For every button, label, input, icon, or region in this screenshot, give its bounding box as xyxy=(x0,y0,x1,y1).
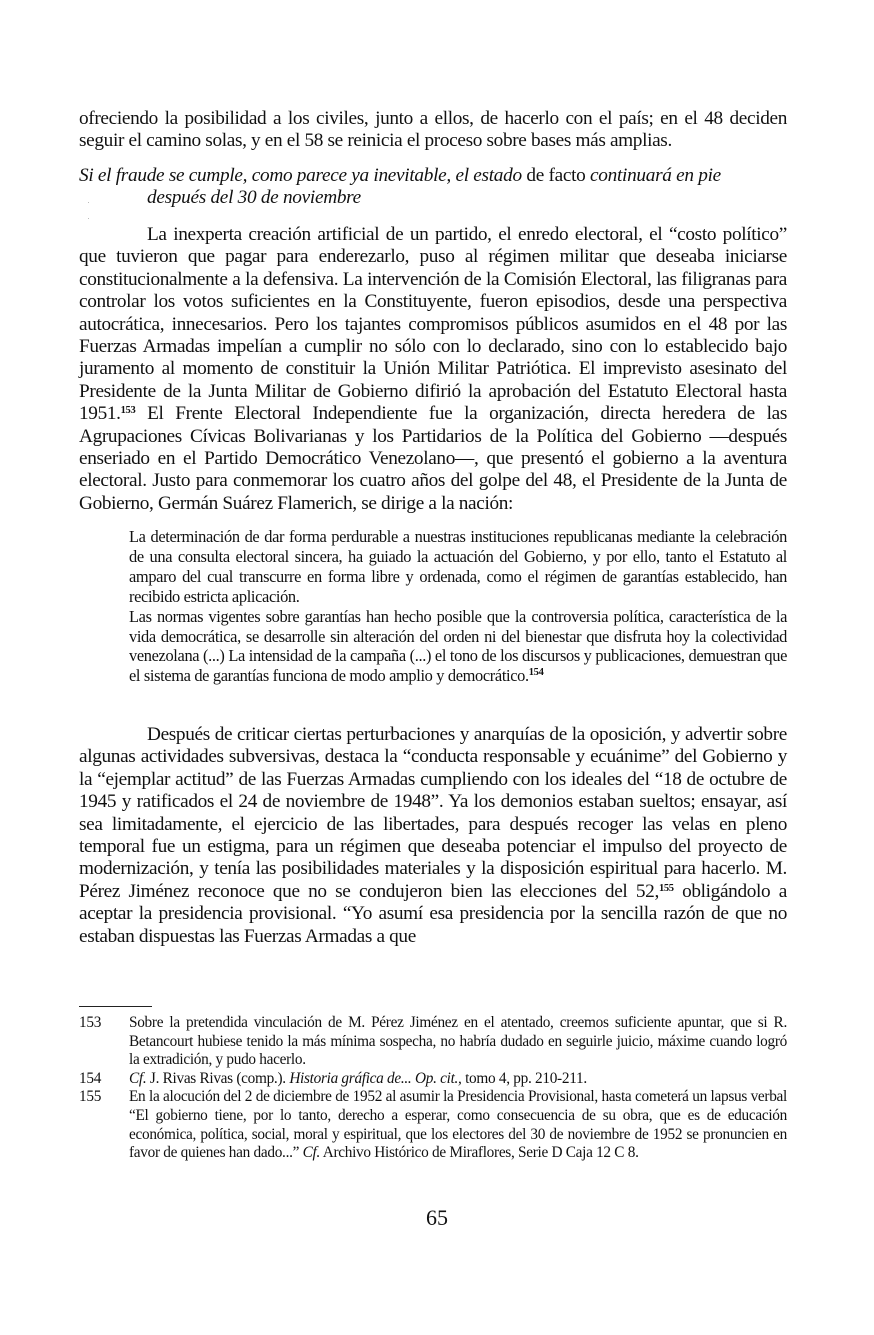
page-number: 65 xyxy=(426,1205,448,1230)
paragraph-1-text-b: El Frente Electoral Independiente fue la organización, directa heredera de las Agrupaciones Cívicas Bolivarianas y los Partidarios de la Política del Gobierno —después enseriado en el Partido Democrático Venezolano—, que presentó el gobierno a la aventura electoral. Justo para conmemorar los cuatro años del golpe del 48, el Presidente de la Junta de Gobierno, Germán Suárez Flamerich, se dirige a la nación: xyxy=(79,403,787,514)
footnote-rest: tomo 4, pp. 210-211. xyxy=(461,1069,587,1087)
footnote-text xyxy=(129,1088,787,1162)
heading-part-4: después del 30 de noviembre xyxy=(147,187,361,209)
block-quote-para-1: La determinación de dar forma perdurable a nuestras instituciones republicanas mediante la celebración de una consulta electoral sincera, ha guiado la actuación del Gobierno, y por ello, tanto el Estatuto al amparo del cual transcurre en forma libre y ordenada, como el régimen de garantías establecido, han recibido estricta aplicación. xyxy=(129,527,787,606)
footnote-author: J. Rivas Rivas (comp.). xyxy=(146,1069,290,1087)
paragraph-1-text-a: La inexperta creación artificial de un partido, el enredo electoral, el “costo político” que tuvieron que pagar para enderezarlo, puso al régimen militar que deseaba iniciarse constitucionalmente a la defensiva. La intervención de la Comisión Electoral, las filigranas para controlar los votos suficientes en la Constituyente, fueron episodios, desde una perspectiva autocrática, innecesarios. Pero los tajantes compromisos públicos asumidos en el 48 por las Fuerzas Armadas impelían a cumplir no sólo con lo declarado, sino con lo establecido bajo juramento al momento de constituir la Unión Militar Patriótica. El imprevisto asesinato del Presidente de la Junta Militar de Gobierno difirió la aprobación del Estatuto Electoral hasta 1951. xyxy=(79,224,787,425)
footnote-ref-154[interactable]: 154 xyxy=(528,667,544,679)
paragraph-2 xyxy=(79,724,787,948)
footnote-text xyxy=(129,1070,787,1089)
footnote-ref-153[interactable]: 153 xyxy=(120,405,136,417)
footnote-number: 154 xyxy=(79,1069,102,1087)
footnote-number: 153 xyxy=(79,1014,102,1031)
footnote-cf: Cf. xyxy=(302,1144,321,1162)
footnotes xyxy=(79,1014,787,1163)
footnote-154 xyxy=(79,1070,787,1089)
footnote-text-b: Archivo Histórico de Miraflores, Serie D Caja 12 C 8. xyxy=(320,1144,639,1162)
heading-part-3: continuará en pie xyxy=(590,165,721,186)
footnote-separator xyxy=(79,1006,152,1007)
paragraph-2-text-b: obligándolo a aceptar la presidencia provisional. “Yo asumí esa presidencia por la sencilla razón de que no estaban dispuestas las Fuerzas Armadas a que xyxy=(79,880,787,947)
section-heading xyxy=(79,165,787,210)
block-quote xyxy=(129,527,787,686)
footnote-ref-155[interactable]: 155 xyxy=(658,882,674,894)
footnote-155 xyxy=(79,1088,787,1162)
footnote-153 xyxy=(79,1014,787,1070)
intro-paragraph xyxy=(79,108,787,153)
intro-paragraph-text: ofreciendo la posibilidad a los civiles, junto a ellos, de hacerlo con el país; en el 48 deciden seguir el camino solas, y en el 58 se reinicia el proceso sobre bases más amplias. xyxy=(79,108,787,152)
footnote-title: Historia gráfica de... Op. cit., xyxy=(289,1069,462,1087)
scan-speck xyxy=(88,218,89,219)
footnote-text: Sobre la pretendida vinculación de M. Pérez Jiménez en el atentado, creemos suficiente apuntar, que si R. Betancourt hubiese tenido la más mínima sospecha, no habría dudado en seguirle juicio, máxime cuando logró la extradición, y pudo hacerlo. xyxy=(129,1014,787,1069)
footnote-number: 155 xyxy=(79,1088,102,1106)
footnote-cf: Cf. xyxy=(129,1069,147,1087)
heading-part-1: Si el fraude se cumple, como parece ya inevitable, el estado xyxy=(79,165,522,186)
paragraph-2-text-a: Después de criticar ciertas perturbaciones y anarquías de la oposición, y advertir sobre algunas actividades subversivas, destaca la “conducta responsable y ecuánime” del Gobierno y la “ejemplar actitud” de las Fuerzas Armadas cumpliendo con los ideales del “18 de octubre de 1945 y ratificados el 24 de noviembre de 1948”. Ya los demonios estaban sueltos; ensayar, así sea limitadamente, el ejercicio de las libertades, para después recoger las velas en pleno temporal fue un estigma, para un régimen que deseaba potenciar el impulso del proyecto de modernización, y tenía las posibilidades materiales y la disposición espiritual para hacerlo. M. Pérez Jiménez reconoce que no se condujeron bien las elecciones del 52, xyxy=(79,724,787,902)
paragraph-1 xyxy=(79,224,787,515)
footnote-text-a: En la alocución del 2 de diciembre de 1952 al asumir la Presidencia Provisional, hasta cometerá un lapsus verbal “El gobierno tiene, por lo tanto, derecho a esperar, como consecuencia de su obra, que es de educación económica, política, social, moral y espiritual, que los electores del 30 de noviembre de 1952 se pronuncien en favor de quienes han dado...” xyxy=(129,1088,787,1162)
scan-speck xyxy=(88,202,89,203)
heading-part-2: de facto xyxy=(521,165,591,186)
block-quote-para-2: Las normas vigentes sobre garantías han hecho posible que la controversia política, característica de la vida democrática, se desarrolle sin alteración del orden ni del bienestar que disfruta hoy la colectividad venezolana (...) La intensidad de la campaña (...) el tono de los discursos y publicaciones, demuestran que el sistema de garantías funciona de modo amplio y democrático. xyxy=(129,606,787,686)
